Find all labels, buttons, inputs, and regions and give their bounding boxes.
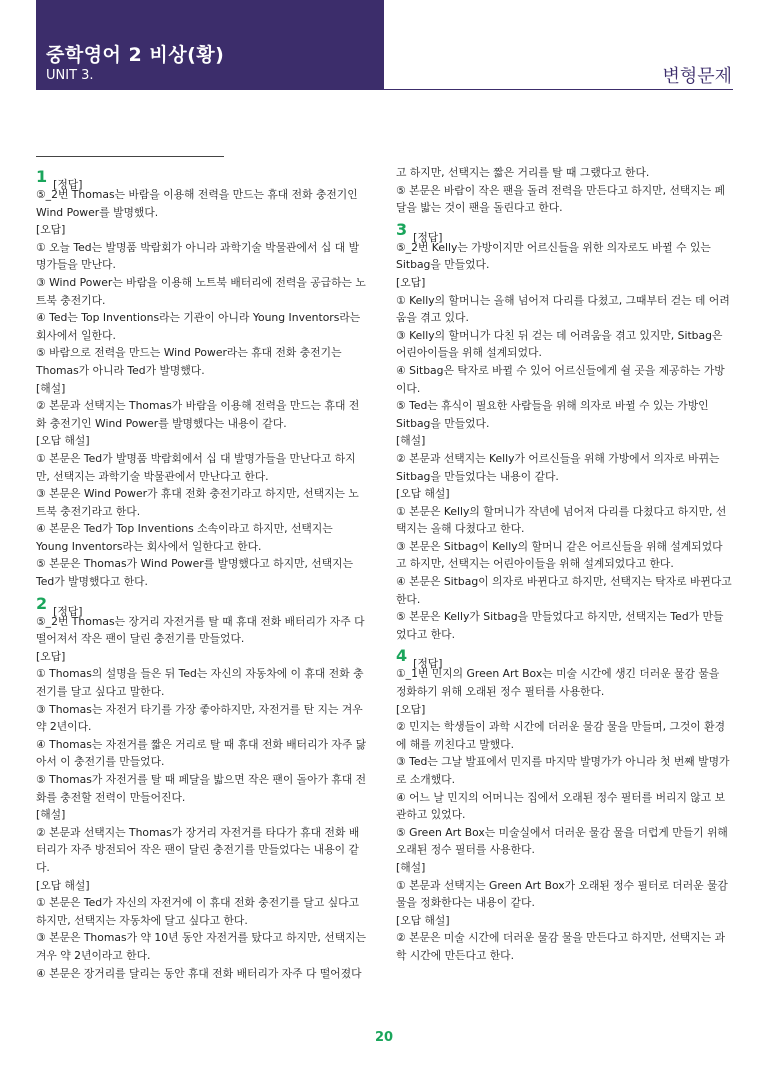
book-title: 중학영어 2 비상(황) <box>46 44 225 66</box>
answer-line: ③ Ted는 그날 발표에서 민지를 마지막 발명가가 아니라 첫 번째 발명가로 소개했다. <box>396 755 730 786</box>
question-number: 1 <box>36 167 48 186</box>
answer-line: ④ 본문은 장거리를 달리는 동안 휴대 전화 배터리가 자주 다 떨어졌다 <box>36 966 362 980</box>
answer-line: ①_1번 민지의 Green Art Box는 미술 시간에 생긴 더러운 물감 물을 정화하기 위해 오래된 정수 필터를 사용한다. <box>396 667 720 699</box>
page-number: 20 <box>374 1030 394 1045</box>
section-label: 변형문제 <box>662 66 732 87</box>
answer-line: ⑤ Ted는 휴식이 필요한 사람들을 위해 의자로 바뀔 수 있는 가방인 Sitbag을 만들었다. <box>396 399 709 430</box>
answer-line: ④ Thomas는 자전거를 짧은 거리로 탈 때 휴대 전화 배터리가 자주 닳아서 이 충전기를 만들었다. <box>36 737 367 769</box>
answer-label: [정답] <box>413 230 443 244</box>
answer-line: ⑤ Thomas가 자전거를 탈 때 페달을 밟으면 작은 팬이 돌아가 휴대 전화를 충전할 전력이 만들어진다. <box>36 773 367 804</box>
answer-line: ④ 본문은 Ted가 Top Inventions 소속이라고 하지만, 선택지는 Young Inventors라는 회사에서 일한다고 한다. <box>36 522 333 553</box>
answer-line: ① 본문과 선택지는 Green Art Box가 오래된 정수 필터로 더러운 물감 물을 정화한다는 내용이 같다. <box>396 878 728 910</box>
answer-line: ④ Ted는 Top Inventions라는 기관이 아니라 Young Inventors라는 회사에서 일한다. <box>36 311 361 342</box>
answer-line: [해설] <box>396 860 426 874</box>
answer-line: ③ Wind Power는 바람을 이용해 노트북 배터리에 전력을 공급하는 노트북 충전기다. <box>36 275 366 307</box>
answer-line: ① 본문은 Ted가 자신의 자전거에 이 휴대 전화 충전기를 달고 싶다고 하지만, 선택지는 자동차에 달고 싶다고 한다. <box>36 896 359 927</box>
answer-line: ⑤ Green Art Box는 미술실에서 더러운 물감 물을 더럽게 만들기 위해 오래된 정수 필터를 사용한다. <box>396 825 728 857</box>
answer-line: ⑤_2번 Thomas는 바람을 이용해 전력을 만드는 휴대 전화 충전기인 Wind Power를 발명했다. <box>36 188 358 219</box>
answer-line: ⑤ 본문은 Thomas가 Wind Power를 발명했다고 하지만, 선택지는 Ted가 발명했다고 한다. <box>36 557 354 589</box>
header-banner <box>36 0 384 90</box>
answer-line: ② 본문과 선택지는 Kelly가 어르신들을 위해 가방에서 의자로 바뀌는 Sitbag을 만들었다는 내용이 같다. <box>396 451 720 483</box>
right-column <box>396 164 732 969</box>
answer-line: [오답] <box>36 649 66 663</box>
question-number: 3 <box>396 219 408 239</box>
answer-line: ③ Thomas는 자전거 타기를 가장 좋아하지만, 자전거를 탄 지는 겨우 약 2년이다. <box>36 702 363 734</box>
answer-line: ④ Sitbag은 탁자로 바뀔 수 있어 어르신들에게 쉴 곳을 제공하는 가방이다. <box>396 363 725 395</box>
answer-line: [오답] <box>396 702 426 716</box>
answer-line: 고 하지만, 선택지는 짧은 거리를 탈 때 그랬다고 한다. <box>396 166 650 179</box>
answer-line: ② 본문은 미술 시간에 더러운 물감 물을 만든다고 하지만, 선택지는 과학 시간에 만든다고 한다. <box>396 931 726 962</box>
answer-line: ⑤ 본문은 Kelly가 Sitbag을 만들었다고 하지만, 선택지는 Ted가 만들었다고 한다. <box>396 610 724 641</box>
answer-line: ① Kelly의 할머니는 올해 넘어져 다리를 다쳤고, 그때부터 걷는 데 어려움을 겪고 있다. <box>396 293 730 325</box>
answer-line: [해설] <box>36 381 66 395</box>
question-header <box>396 219 732 244</box>
answer-line: [오답 해설] <box>396 913 450 927</box>
answer-line: ⑤ 본문은 바람이 작은 팬을 돌려 전력을 만든다고 하지만, 선택지는 페달을 밟는 것이 팬을 돌린다고 한다. <box>396 183 726 215</box>
answer-line: ① 오늘 Ted는 발명품 박람회가 아니라 과학기술 박물관에서 십 대 발명가들을 만난다. <box>36 240 359 272</box>
answer-line: ④ 본문은 Sitbag이 의자로 바뀐다고 하지만, 선택지는 탁자로 바뀐다고 한다. <box>396 575 732 606</box>
answer-line: ③ 본문은 Sitbag이 Kelly의 할머니 같은 어르신들을 위해 설계되었다고 하지만, 선택지는 어린아이들을 위해 설계되었다고 한다. <box>396 539 723 571</box>
answer-line: ③ Kelly의 할머니가 다친 뒤 걷는 데 어려움을 겪고 있지만, Sitbag은 어린아이들을 위해 설계되었다. <box>396 328 723 360</box>
answer-line: [오답 해설] <box>36 434 90 448</box>
answer-line: ⑤_2번 Thomas는 장거리 자전거를 탈 때 휴대 전화 배터리가 자주 다 떨어져서 작은 팬이 달린 충전기를 만들었다. <box>36 614 365 646</box>
answer-line: [해설] <box>396 434 426 448</box>
answer-line: [오답 해설] <box>396 487 450 501</box>
answer-line: ② 본문과 선택지는 Thomas가 장거리 자전거를 타다가 휴대 전화 배터리가 자주 방전되어 작은 팬이 달린 충전기를 만들었다는 내용이 같다. <box>36 825 360 874</box>
answer-line: ③ 본문은 Thomas가 약 10년 동안 자전거를 탔다고 하지만, 선택지는 겨우 약 2년이라고 한다. <box>36 931 366 962</box>
answer-line: [해설] <box>36 808 66 822</box>
answer-line: ⑤_2번 Kelly는 가방이지만 어르신들을 위한 의자로도 바뀔 수 있는 Sitbag을 만들었다. <box>396 240 711 272</box>
answer-line: ① Thomas의 설명을 들은 뒤 Ted는 자신의 자동차에 이 휴대 전화 충전기를 달고 싶다고 말한다. <box>36 667 364 699</box>
unit-label: UNIT 3. <box>46 68 94 83</box>
answer-line: ② 민지는 학생들이 과학 시간에 더러운 물감 물을 만들며, 그것이 환경에 해를 끼친다고 말했다. <box>396 720 726 751</box>
question-number: 2 <box>36 593 48 613</box>
question-header <box>36 167 368 191</box>
answer-line: [오답] <box>36 223 66 237</box>
answer-line: ④ 어느 날 민지의 어머니는 집에서 오래된 정수 필터를 버리지 않고 보관하고 있었다. <box>396 790 726 822</box>
answer-label: [정답] <box>53 178 83 191</box>
answer-line: ① 본문은 Ted가 발명품 박람회에서 십 대 발명가들을 만난다고 하지만, 선택지는 과학기술 박물관에서 만난다고 한다. <box>36 451 356 483</box>
question-header <box>36 593 368 618</box>
answer-label: [정답] <box>413 657 443 671</box>
answer-line: ② 본문과 선택지는 Thomas가 바람을 이용해 전력을 만드는 휴대 전화 충전기인 Wind Power를 발명했다는 내용이 같다. <box>36 399 360 430</box>
question-header <box>396 646 732 671</box>
answer-line: ① 본문은 Kelly의 할머니가 작년에 넘어져 다리를 다쳤다고 하지만, 선택지는 올해 다쳤다고 한다. <box>396 504 727 536</box>
question-block <box>396 647 732 964</box>
question-block <box>396 221 732 644</box>
answer-line: [오답] <box>396 275 426 289</box>
question-number: 4 <box>396 646 408 666</box>
question-block <box>396 164 732 217</box>
answer-line: [오답 해설] <box>36 878 90 892</box>
answer-line: ③ 본문은 Wind Power가 휴대 전화 충전기라고 하지만, 선택지는 노트북 충전기라고 한다. <box>36 487 359 518</box>
column-divider-line <box>36 156 224 157</box>
answer-line: ⑤ 바람으로 전력을 만드는 Wind Power라는 휴대 전화 충전기는 Thomas가 아니라 Ted가 발명했다. <box>36 346 342 377</box>
answer-label: [정답] <box>53 604 83 618</box>
left-column <box>36 164 368 986</box>
question-block <box>36 595 368 982</box>
header-divider <box>384 89 733 90</box>
question-block <box>36 168 368 591</box>
